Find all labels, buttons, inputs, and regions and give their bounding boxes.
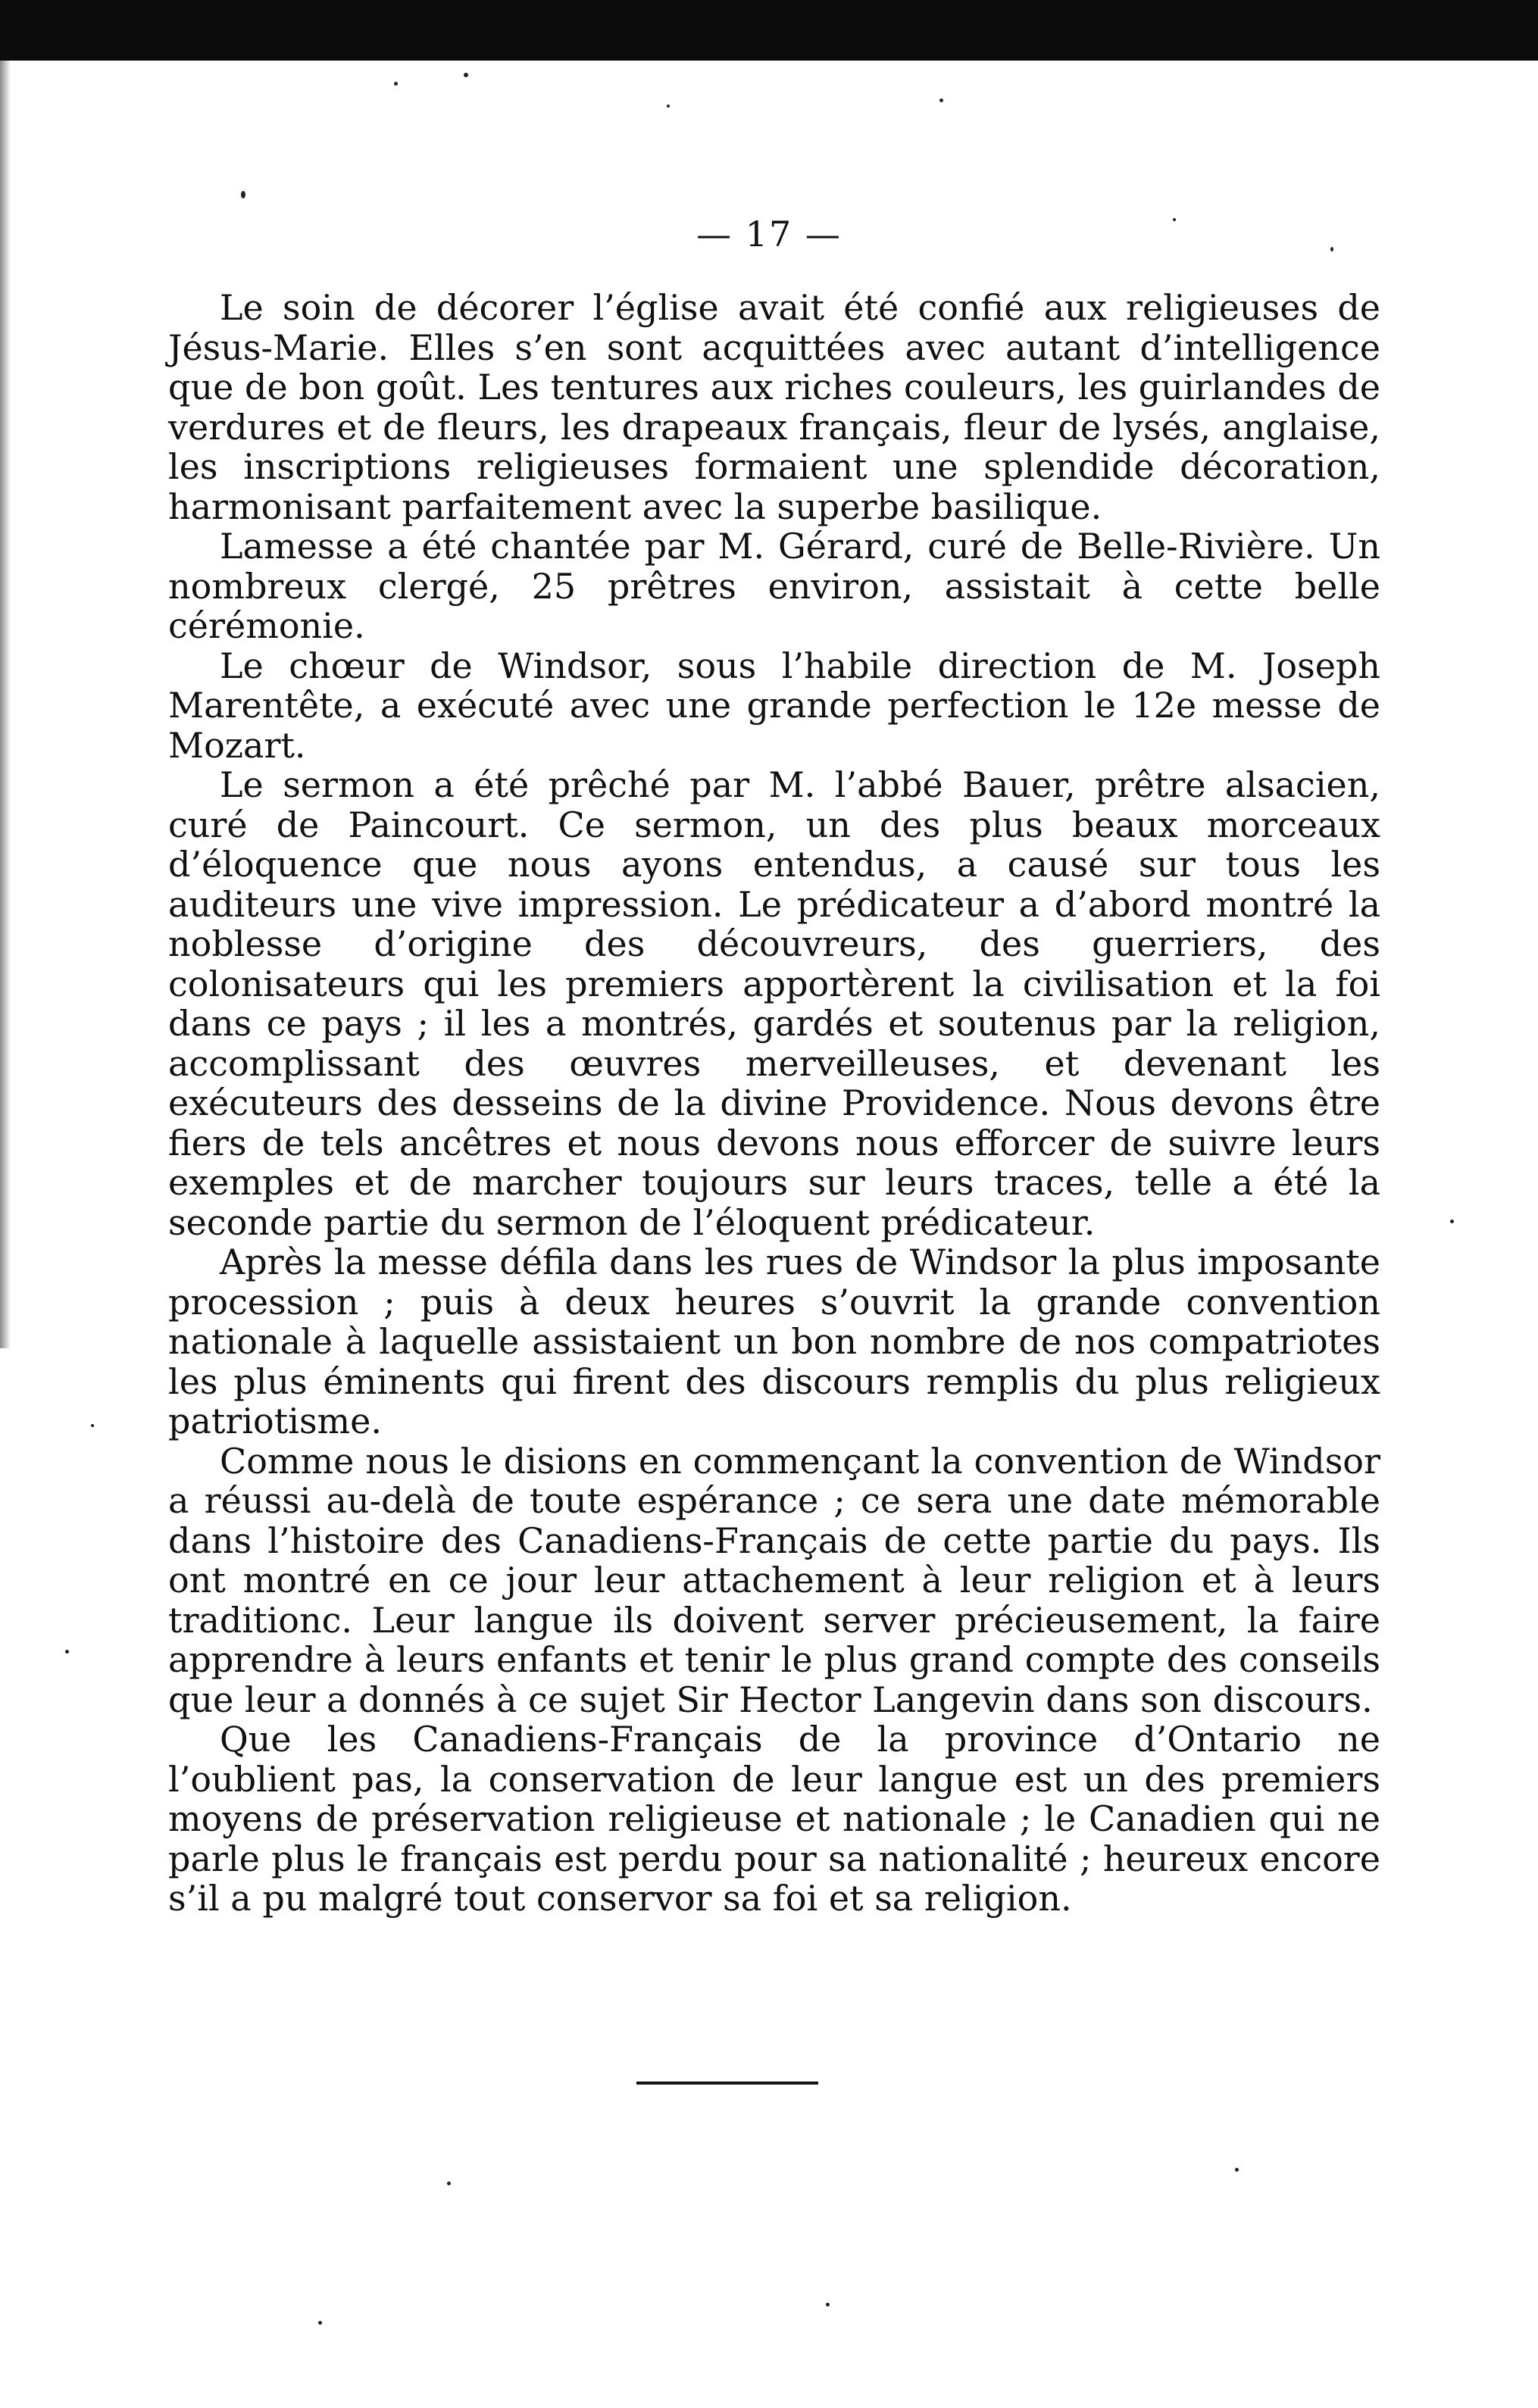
paragraph: Comme nous le disions en commençant la convention de Windsor a réussi au-delà de toute espérance ; ce sera une date mémorable dans l’histoire des Canadiens-Français de cette partie du pays. Ils ont montré en ce jour leur attachement à leur religion et à leurs traditionc. Leur langue ils doivent server précieusement, la faire apprendre à leurs enfants et tenir le plus grand compte des conseils que leur a donnés à ce sujet Sir Hector Langevin dans son discours. bbox=[168, 1440, 1380, 1720]
page-number: — 17 — bbox=[696, 214, 842, 255]
scan-speck bbox=[394, 82, 398, 86]
scan-speck bbox=[91, 1424, 94, 1427]
scan-speck bbox=[826, 2303, 830, 2306]
scan-speck bbox=[1450, 1220, 1454, 1223]
scan-speck bbox=[939, 98, 943, 102]
paragraph: Après la messe défila dans les rues de Windsor la plus imposante procession ; puis à deux heures s’ouvrit la grande convention nationale à laquelle assistaient un bon nombre de nos compatriotes les plus éminents qui firent des discours remplis du plus religieux patriotisme. bbox=[168, 1241, 1380, 1441]
scan-speck bbox=[65, 1650, 69, 1654]
scan-speck bbox=[1235, 2168, 1239, 2172]
scan-speck bbox=[318, 2321, 322, 2325]
scan-speck bbox=[667, 105, 670, 108]
scan-top-border bbox=[0, 0, 1538, 61]
body-text bbox=[168, 288, 1380, 1919]
paragraph: Le sermon a été prêché par M. l’abbé Bauer, prêtre alsacien, curé de Paincourt. Ce sermon, un des plus beaux morceaux d’éloquence que nous ayons entendus, a causé sur tous les auditeurs une vive impression. Le prédicateur a d’abord montré la noblesse d’origine des découvreurs, des guerriers, des colonisateurs qui les premiers apportèrent la civilisation et la foi dans ce pays ; il les a montrés, gardés et soutenus par la religion, accomplissant des œuvres merveilleuses, et devenant les exécuteurs des desseins de la divine Providence. Nous devons être fiers de tels ancêtres et nous devons nous efforcer de suivre leurs exemples et de marcher toujours sur leurs traces, telle a été la seconde partie du sermon de l’éloquent prédicateur. bbox=[168, 764, 1380, 1243]
scan-speck bbox=[464, 73, 468, 77]
paragraph: Lamesse a été chantée par M. Gérard, curé de Belle-Rivière. Un nombreux clergé, 25 prêtres environ, assistait à cette belle cérémonie. bbox=[168, 526, 1380, 646]
paragraph: Le chœur de Windsor, sous l’habile direction de M. Joseph Marentête, a exécuté avec une grande perfection le 12e messe de Mozart. bbox=[168, 645, 1380, 766]
section-end-rule bbox=[636, 2082, 818, 2085]
paragraph: Le soin de décorer l’église avait été confié aux religieuses de Jésus-Marie. Elles s’en sont acquittées avec autant d’intelligence que de bon goût. Les tentures aux riches couleurs, les guirlandes de verdures et de fleurs, les drapeaux français, fleur de lysés, anglaise, les inscriptions religieuses formaient une splendide décoration, harmonisant parfaitement avec la superbe basilique. bbox=[168, 287, 1380, 527]
paragraph: Que les Canadiens-Français de la province d’Ontario ne l’oublient pas, la conservation de leur langue est un des premiers moyens de préservation religieuse et nationale ; le Canadien qui ne parle plus le français est perdu pour sa nationalité ; heureux encore s’il a pu malgré tout conservor sa foi et sa religion. bbox=[168, 1719, 1380, 1919]
scan-speck bbox=[447, 2182, 451, 2185]
scan-speck bbox=[241, 191, 245, 198]
